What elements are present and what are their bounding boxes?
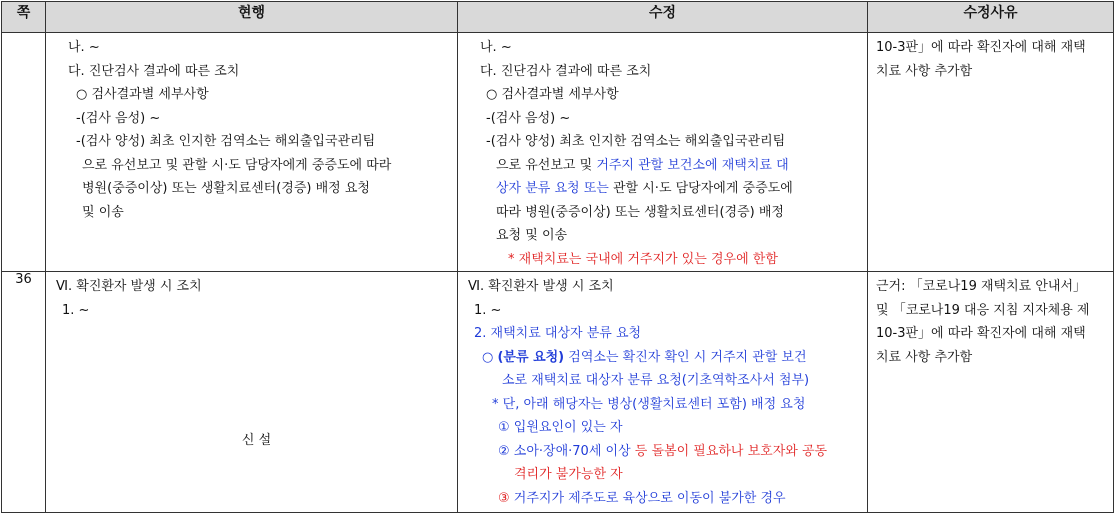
revised-line bbox=[468, 487, 867, 511]
revised-line bbox=[468, 346, 867, 370]
revised-line: 소로 재택치료 대상자 분류 요청(기초역학조사서 첨부) bbox=[502, 373, 810, 388]
revised-line: -(검사 양성) 최초 인지한 검역소는 해외출입국관리팀 bbox=[486, 134, 786, 149]
current-line: -(검사 양성) 최초 인지한 검역소는 해외출입국관리팀 bbox=[76, 134, 376, 149]
current-line: 으로 유선보고 및 관할 시·도 담당자에게 중증도에 따라 bbox=[82, 157, 392, 173]
current-line: 병원(중증이상) 또는 생활치료센터(경증) 배정 요청 bbox=[82, 181, 370, 196]
revised-bold-text: (분류 요청) bbox=[497, 349, 565, 365]
revised-line: 2. 재택치료 대상자 분류 요청 bbox=[474, 326, 642, 341]
current-line: 다. 진단검사 결과에 따른 조치 bbox=[68, 63, 240, 79]
revised-text: ② 소아·장애·70세 이상 bbox=[498, 443, 635, 459]
revised-line: 요청 및 이송 bbox=[496, 228, 568, 243]
reason-line: 치료 사항 추가함 bbox=[876, 63, 973, 79]
revised-line: 격리가 불가능한 자 bbox=[514, 467, 623, 482]
revised-text: 으로 유선보고 및 bbox=[496, 157, 597, 173]
current-line: Ⅵ. 확진환자 발생 시 조치 bbox=[56, 279, 202, 294]
header-current: 현행 bbox=[46, 2, 458, 33]
row1-revised bbox=[458, 33, 868, 272]
revised-line: ○ 검사결과별 세부사항 bbox=[486, 87, 619, 102]
current-line: 나. ~ bbox=[68, 40, 100, 55]
revised-red-text: ③ bbox=[498, 490, 514, 506]
row2-revised bbox=[458, 272, 868, 513]
revised-line: 나. ~ bbox=[480, 40, 512, 55]
row1-reason bbox=[868, 33, 1114, 272]
revised-text: 거주지가 제주도로 육상으로 이동이 불가한 경우 bbox=[513, 490, 786, 506]
current-line: -(검사 음성) ~ bbox=[76, 110, 161, 126]
revised-added-text: 거주지 관할 보건소에 재택치료 대 bbox=[596, 157, 789, 173]
row1-page bbox=[2, 33, 46, 272]
row1-current bbox=[46, 33, 458, 272]
revised-note: * 재택치료는 국내에 거주지가 있는 경우에 한함 bbox=[508, 251, 778, 267]
revised-line bbox=[480, 177, 867, 201]
revision-table bbox=[1, 1, 1114, 513]
header-page: 쪽 bbox=[2, 2, 46, 33]
revised-added-text: 상자 분류 요청 또는 bbox=[496, 181, 613, 196]
current-line: 및 이송 bbox=[82, 204, 124, 220]
header-row bbox=[2, 2, 1114, 33]
revised-text: 검역소는 확진자 확인 시 거주지 관할 보건 bbox=[564, 349, 807, 365]
reason-line: 및 「코로나19 대응 지침 지자체용 제 bbox=[876, 302, 1090, 318]
revised-line: ① 입원요인이 있는 자 bbox=[498, 420, 623, 435]
table-row-1 bbox=[2, 33, 1114, 272]
row2-page bbox=[2, 272, 46, 513]
revised-line bbox=[480, 154, 867, 178]
reason-line: 10-3판」에 따라 확진자에 대해 재택 bbox=[876, 40, 1086, 55]
revised-line bbox=[468, 440, 867, 464]
current-line: ○ 검사결과별 세부사항 bbox=[76, 87, 209, 102]
row2-current bbox=[46, 272, 458, 513]
revised-line: Ⅵ. 확진환자 발생 시 조치 bbox=[468, 279, 614, 294]
reason-line: 치료 사항 추가함 bbox=[876, 349, 973, 365]
revised-line: 따라 병원(중증이상) 또는 생활치료센터(경증) 배정 bbox=[496, 204, 784, 220]
table-row-2 bbox=[2, 272, 1114, 513]
revised-line: 1. ~ bbox=[474, 302, 502, 318]
new-addition-label: 신 설 bbox=[241, 433, 272, 448]
row2-reason bbox=[868, 272, 1114, 513]
current-line: 1. ~ bbox=[62, 302, 90, 318]
revised-red-text: 등 돌봄이 필요하나 보호자와 공동 bbox=[634, 443, 828, 459]
reason-line: 근거: 「코로나19 재택치료 안내서」 bbox=[876, 279, 1087, 294]
revised-text: ○ bbox=[482, 349, 498, 365]
header-reason: 수정사유 bbox=[868, 2, 1114, 33]
revised-line: 다. 진단검사 결과에 따른 조치 bbox=[480, 63, 652, 79]
header-revised: 수정 bbox=[458, 2, 868, 33]
page-number: 36 bbox=[15, 272, 32, 287]
revised-text: 관할 시·도 담당자에게 중증도에 bbox=[613, 181, 793, 196]
revised-line: * 단, 아래 해당자는 병상(생활치료센터 포함) 배정 요청 bbox=[492, 396, 806, 412]
revised-line: -(검사 음성) ~ bbox=[486, 110, 571, 126]
reason-line: 10-3판」에 따라 확진자에 대해 재택 bbox=[876, 326, 1086, 341]
